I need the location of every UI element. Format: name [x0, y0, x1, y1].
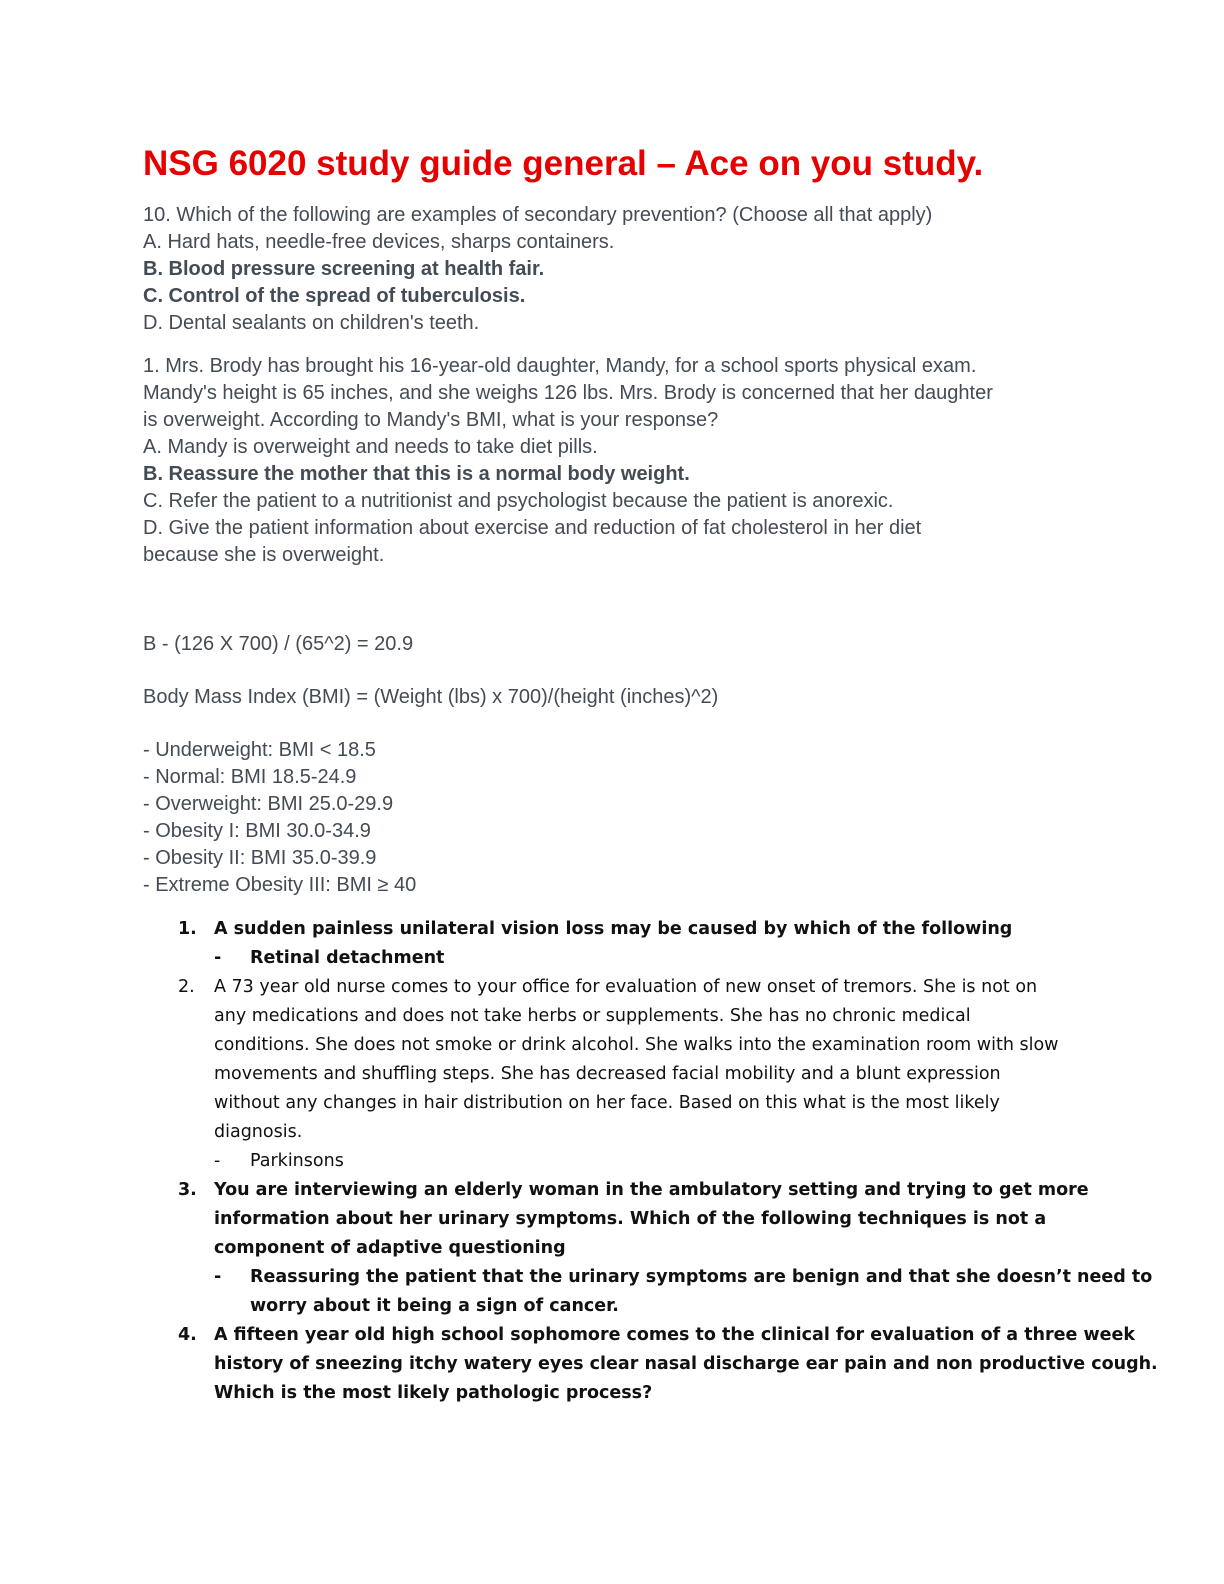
- bmi-range-item: - Normal: BMI 18.5-24.9: [143, 766, 357, 788]
- clinical-answer-2: [143, 1147, 1083, 1176]
- bmi-calculation: B - (126 X 700) / (65^2) = 20.9: [143, 633, 414, 655]
- clinical-question-4: [143, 1321, 1158, 1408]
- question-text: diagnosis.: [214, 1122, 303, 1142]
- question-bmi-text-line: 1. Mrs. Brody has brought his 16-year-old daughter, Mandy, for a school sports physical exam.: [143, 355, 977, 377]
- question-number: 3.: [178, 1180, 197, 1200]
- question-10: [143, 202, 1083, 337]
- question-text: Which is the most likely pathologic process?: [214, 1383, 653, 1403]
- clinical-question-2: [143, 973, 1083, 1147]
- question-text: You are interviewing an elderly woman in the ambulatory setting and trying to get more: [214, 1180, 1089, 1200]
- page-title: NSG 6020 study guide general – Ace on you study.: [143, 144, 984, 183]
- question-bmi-option-c: C. Refer the patient to a nutritionist and psychologist because the patient is anorexic.: [143, 490, 894, 512]
- question-text: A 73 year old nurse comes to your office for evaluation of new onset of tremors. She is not on: [214, 977, 1038, 997]
- question-bmi: [143, 353, 1083, 569]
- question-bmi-text-line: Mandy's height is 65 inches, and she weighs 126 lbs. Mrs. Brody is concerned that her daughter: [143, 382, 993, 404]
- question-number: 1.: [178, 919, 197, 939]
- question-text: any medications and does not take herbs or supplements. She has no chronic medical: [214, 1006, 971, 1026]
- answer-text: worry about it being a sign of cancer.: [250, 1296, 619, 1316]
- question-10-option-a: A. Hard hats, needle-free devices, sharps containers.: [143, 231, 615, 253]
- question-text: A sudden painless unilateral vision loss may be caused by which of the following: [214, 919, 1013, 939]
- question-10-text: 10. Which of the following are examples of secondary prevention? (Choose all that apply): [143, 204, 933, 226]
- question-text: A fifteen year old high school sophomore comes to the clinical for evaluation of a three week: [214, 1325, 1136, 1345]
- bmi-ranges: [143, 737, 1083, 899]
- question-bmi-option-d: D. Give the patient information about exercise and reduction of fat cholesterol in her diet: [143, 517, 922, 539]
- bmi-range-item: - Underweight: BMI < 18.5: [143, 739, 376, 761]
- question-text: movements and shuffling steps. She has decreased facial mobility and a blunt expression: [214, 1064, 1001, 1084]
- answer-dash: -: [214, 948, 222, 968]
- answer-text: Reassuring the patient that the urinary symptoms are benign and that she doesn’t need to: [250, 1267, 1153, 1287]
- question-text: without any changes in hair distribution on her face. Based on this what is the most likely: [214, 1093, 1000, 1113]
- question-number: 4.: [178, 1325, 197, 1345]
- question-10-option-c: C. Control of the spread of tuberculosis.: [143, 285, 526, 307]
- bmi-formula: Body Mass Index (BMI) = (Weight (lbs) x 700)/(height (inches)^2): [143, 686, 719, 708]
- question-text: conditions. She does not smoke or drink alcohol. She walks into the examination room with slow: [214, 1035, 1059, 1055]
- question-text: component of adaptive questioning: [214, 1238, 566, 1258]
- clinical-question-list: [143, 915, 1158, 1408]
- bmi-range-item: - Overweight: BMI 25.0-29.9: [143, 793, 394, 815]
- question-text: history of sneezing itchy watery eyes clear nasal discharge ear pain and non productive cough.: [214, 1354, 1158, 1374]
- question-bmi-option-a: A. Mandy is overweight and needs to take diet pills.: [143, 436, 598, 458]
- document-page: [143, 140, 1158, 1408]
- question-bmi-option-d-cont: because she is overweight.: [143, 544, 385, 566]
- bmi-range-item: - Extreme Obesity III: BMI ≥ 40: [143, 874, 417, 896]
- question-bmi-option-b: B. Reassure the mother that this is a normal body weight.: [143, 463, 690, 485]
- clinical-question-3: [143, 1176, 1089, 1263]
- clinical-answer-3: [143, 1263, 1153, 1321]
- answer-text: Parkinsons: [250, 1151, 344, 1171]
- clinical-question-1: [143, 915, 1083, 944]
- question-number: 2.: [178, 977, 195, 997]
- bmi-range-item: - Obesity II: BMI 35.0-39.9: [143, 847, 377, 869]
- answer-dash: -: [214, 1267, 222, 1287]
- clinical-answer-1: [143, 944, 1083, 973]
- answer-dash: -: [214, 1151, 221, 1171]
- question-bmi-text-line: is overweight. According to Mandy's BMI, what is your response?: [143, 409, 719, 431]
- question-text: information about her urinary symptoms. Which of the following techniques is not a: [214, 1209, 1047, 1229]
- answer-text: Retinal detachment: [250, 948, 445, 968]
- question-10-option-b: B. Blood pressure screening at health fair.: [143, 258, 545, 280]
- question-10-option-d: D. Dental sealants on children's teeth.: [143, 312, 480, 334]
- bmi-range-item: - Obesity I: BMI 30.0-34.9: [143, 820, 371, 842]
